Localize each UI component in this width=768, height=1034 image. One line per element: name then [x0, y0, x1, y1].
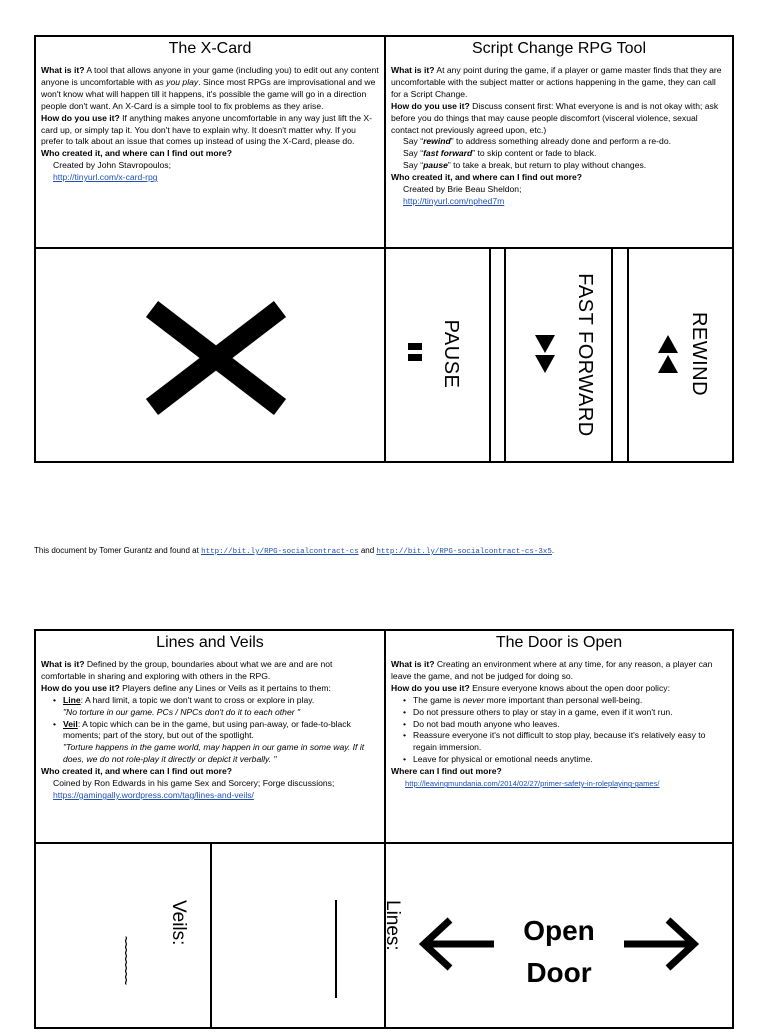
fast-forward-label: FAST FORWARD	[574, 273, 596, 437]
lines-and-veils-info: Lines and Veils What is it? Defined by the group, boundaries about what we are and are not comfortable in sharing and exploring with others in the RPG. How do you use it? Players define any Lines or Veils as it pertains to them: • Line: A hard limit, a topic we don't want to cross or explore in play. "No torture in our game. PCs / NPCs don't do it to each other " • Veil: A topic which can be in the game, but using pan-away, or fade-to-black moments; part of the story, but out of the spotlight. "Torture happens in the game world, may happen in our game in some way. If it does, we do not role-play it directly or depict it verbally. " Who created it, and where can I find out more? Coined by Ron Edwards in his game Sex and Sorcery; Forge discussions; https://gamingally.wordpress.com/tag/lines-and-veils/	[36, 631, 384, 842]
line-mark	[335, 900, 337, 998]
social-contract-link[interactable]: http://bit.ly/RPG-socialcontract-cs	[201, 548, 359, 556]
social-contract-3x5-link[interactable]: http://bit.ly/RPG-socialcontract-cs-3x5	[376, 548, 552, 556]
divider	[489, 249, 491, 461]
arrow-left-icon	[418, 916, 496, 972]
script-change-info: Script Change RPG Tool What is it? At any point during the game, if a player or game master finds that they are uncomfortable with the subject matter or actions happening in the game, they can call for a Script Change. How do you use it? Discuss consent first: What everyone is and is not okay with; ask before you do things that may cause people discomfort (visceral violence, sexual contact not previously agreed upon, etc.) Say “rewind” to address something already done and perform a re-do. Say “fast forward” to skip content or fade to black. Say “pause” to take a break, but return to play without changes. Who created it, and where can I find out more? Created by Brie Beau Sheldon; http://tinyurl.com/nphed7m	[386, 37, 732, 247]
lines-and-veils-link[interactable]: https://gamingally.wordpress.com/tag/lines-and-veils/	[53, 789, 254, 800]
open-door-card	[386, 844, 732, 1034]
document-credit: This document by Tomer Gurantz and found at http://bit.ly/RPG-socialcontract-cs and http://bit.ly/RPG-socialcontract-cs-3x5.	[34, 546, 555, 556]
veils-label: Veils:	[168, 900, 189, 946]
pause-icon	[408, 343, 422, 350]
x-icon	[36, 249, 384, 461]
open-door-label: Open Door	[523, 915, 595, 988]
script-change-link[interactable]: http://tinyurl.com/nphed7m	[403, 195, 505, 206]
pause-icon	[408, 354, 422, 361]
lines-card	[212, 844, 403, 1034]
card-title: The Door is Open	[495, 634, 623, 651]
pause-card	[386, 249, 489, 461]
rewind-icon	[657, 333, 679, 375]
x-card-face	[36, 249, 384, 461]
divider	[611, 249, 613, 461]
veils-squiggle: ~~~~~~~~	[119, 936, 133, 985]
top-card-sheet	[34, 35, 734, 463]
rewind-label: REWIND	[688, 311, 710, 397]
door-is-open-info: The Door is Open What is it? Creating an environment where at any time, for any reason, a player can leave the game, and not be judged for doing so. How do you use it? Ensure everyone knows about the open door policy: • The game is never more important than personal well-being. • Do not pressure others to play or stay in a game, even if it won't run. • Do not bad mouth anyone who leaves. • Reassure everyone it's not difficult to stop play, because it's relatively easy to regain immersion. • Leave for physical or emotional needs anytime. Where can I find out more? http://leavingmundania.com/2014/02/27/primer-safety-in-roleplaying-games/	[386, 631, 732, 842]
rewind-card	[629, 249, 732, 461]
x-card-link[interactable]: http://tinyurl.com/x-card-rpg	[53, 172, 158, 183]
lines-label: Lines:	[382, 900, 403, 951]
door-is-open-link[interactable]: http://leavingmundania.com/2014/02/27/primer-safety-in-roleplaying-games/	[405, 779, 660, 789]
arrow-right-icon	[622, 916, 700, 972]
fast-forward-card	[506, 249, 611, 461]
pause-label: PAUSE	[440, 319, 462, 389]
fast-forward-icon	[534, 333, 556, 375]
card-title: Lines and Veils	[156, 634, 264, 651]
x-card-info: The X-Card What is it? A tool that allows anyone in your game (including you) to edit out any content anyone is uncomfortable with as you play. Since most RPGs are improvisational and we won't know what will happen till it happens, it's possible the game will go in a direction people don't want. An X-Card is a simple tool to fix problems as they arise. How do you use it? If anything makes anyone uncomfortable in any way just lift the X-card up, or simply tap it. You don't have to explain why. It doesn't matter why. If you prefer to talk about an issue that comes up instead of using the X-Card, please do. Who created it, and where can I find out more? Created by John Stavropoulos; http://tinyurl.com/x-card-rpg	[41, 40, 379, 183]
veils-card	[36, 844, 210, 1034]
card-title: The X-Card	[168, 40, 252, 57]
bottom-card-sheet	[34, 629, 734, 1029]
card-title: Script Change RPG Tool	[471, 40, 646, 57]
